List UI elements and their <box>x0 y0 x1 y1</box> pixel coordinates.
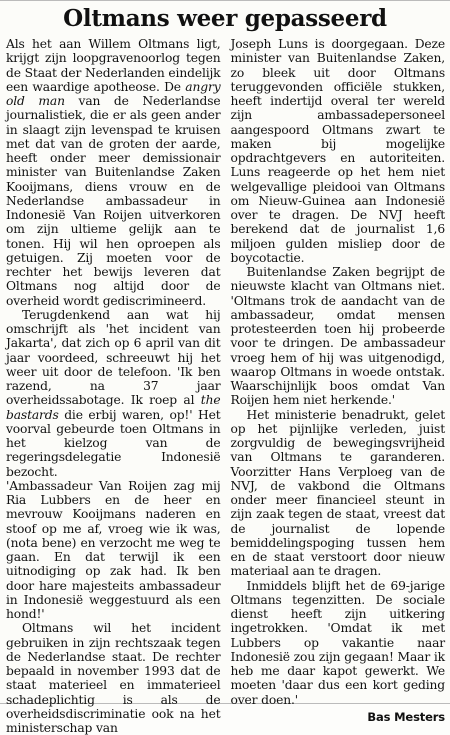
emphasis: the bastards <box>6 393 221 422</box>
paragraph: Inmiddels blijft het de 69-jarige Oltmans tegenzitten. De sociale dienst heeft zijn uitkering ingetrokken. 'Omdat ik met Lubbers op vakantie naar Indonesië zou zijn gegaan! Maar ik heb me daar kapot gewerkt. We moeten 'daar dus een kort geding over doen.' <box>230 578 445 707</box>
paragraph: Als het aan Willem Oltmans ligt, krijgt zijn loopgravenoorlog tegen de Staat der Nederlanden eindelijk een waardige apotheose. De angry old man van de Nederlandse journalistiek, die er als geen ander in slaagt zijn levenspad te kruisen met dat van de groten der aarde, heeft onder meer demissionair minister van Buitenlandse Zaken Kooijmans, diens vrouw en de Nederlandse ambassadeur in Indonesië Van Roijen uitverkoren om zijn ultieme gelijk aan te tonen. Hij wil hen oproepen als getuigen. Zij moeten voor de rechter het bewijs leveren dat Oltmans nog altijd door de overheid wordt gediscrimineerd. <box>6 37 221 308</box>
paragraph: Het ministerie benadrukt, gelet op het pijnlijke verleden, juist zorgvuldig de bewegingsvrijheid van Oltmans te garanderen. Voorzitter Hans Verploeg van de NVJ, de vakbond die Oltmans onder meer financieel steunt in zijn zaak tegen de staat, vreest dat de journalist de lopende bemiddelingspoging tussen hem en de staat verstoort door nieuw materiaal aan te dragen. <box>230 407 445 579</box>
paragraph: Joseph Luns is doorgegaan. Deze minister van Buitenlandse Zaken, zo bleek uit door Oltmans teruggevonden officiële stukken, heeft indertijd overal ter wereld zijn ambassadepersoneel aangespoord Oltmans zwart te maken bij mogelijke opdrachtgevers en autoriteiten. Luns reageerde op het hem niet welgevallige pleidooi van Oltmans om Nieuw-Guinea aan Indonesië over te dragen. De NVJ heeft berekend dat de journalist 1,6 miljoen gulden misliep door de boycotactie. <box>230 37 445 265</box>
byline: Bas Mesters <box>367 709 445 724</box>
headline: Oltmans weer gepasseerd <box>63 5 387 32</box>
article-body <box>6 37 445 735</box>
column-right <box>230 37 446 724</box>
paragraph: Oltmans wil het incident gebruiken in zijn rechtszaak tegen de Nederlandse staat. De rechter bepaald in november 1993 dat de staat materieel en immaterieel schadeplichtig is als de overheidsdiscriminatie ook na het ministerschap van <box>6 621 221 735</box>
column-left <box>6 37 221 735</box>
paragraph: Buitenlandse Zaken begrijpt de nieuwste klacht van Oltmans niet. 'Oltmans trok de aandacht van de ambassadeur, omdat mensen protesteerden toen hij probeerde voor te dringen. De ambassadeur vroeg hem of hij was uitgenodigd, waarop Oltmans in woede ontstak. Waarschijnlijk boos omdat Van Roijen hem niet herkende.' <box>230 265 445 408</box>
paragraph: Terugdenkend aan wat hij omschrijft als 'het incident van Jakarta', dat zich op 6 april van dit jaar voordeed, schreeuwt hij het weer uit door de telefoon. 'Ik ben razend, na 37 jaar overheidssabotage. Ik roep al the bastards die erbij waren, op!' Het voorval gebeurde toen Oltmans in het kielzog van de regeringsdelegatie Indonesië bezocht. <box>6 307 221 479</box>
paragraph: 'Ambassadeur Van Roijen zag mij Ria Lubbers en de heer en mevrouw Kooijmans naderen en stoof op me af, vroeg wie ik was, (nota bene) en verzocht me weg te gaan. En dat terwijl ik een uitnodiging op zak had. Ik ben door hare majesteits ambassadeur in Indonesië weggestuurd als een hond!' <box>6 478 221 621</box>
emphasis: angry old man <box>6 79 221 108</box>
